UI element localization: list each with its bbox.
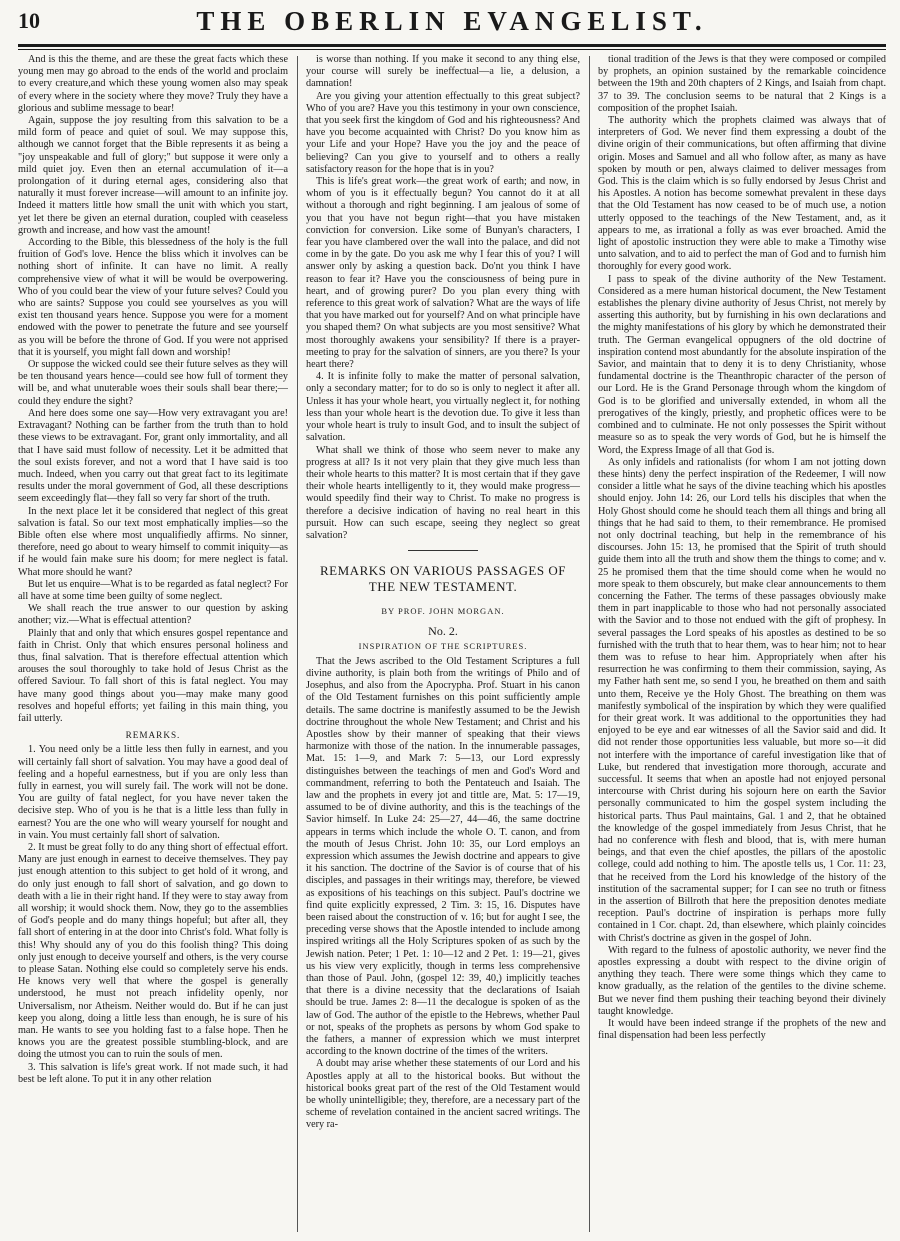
paragraph: is worse than nothing. If you make it second to any thing else, your course will surely be ineffectual—a lie, a delusion, a damnation! <box>306 54 580 90</box>
paragraph: In the next place let it be considered that neglect of this great salvation is fatal. So our text most emphatically implies—so the Bible often else where most unqualifiedly affirms. No sinner, therefore, need go about to weary himself to commit iniquity—as if he would fain make sure his doom; for mere neglect is fatal. What more should he want? <box>18 505 288 578</box>
paragraph: Again, suppose the joy resulting from this salvation to be a mild form of peace and quiet of soul. We may suppose this, although we cannot forget that the Bible represents it as being a "joy unspeakable and full of glory;" but suppose it were only a mild quiet joy. Even then an eternal accumulation of it—a prolongation of it during eternal ages, considering also that naturally it must forever increase—will amount to an infinite joy. Indeed it matters little how small the unit with which you start, yet let there be given an eternal duration, coupled with ceaseless growth and increase, and how vast the amount! <box>18 115 288 236</box>
paragraph: What shall we think of those who seem never to make any progress at all? Is it not very plain that they give much less than their whole hearts to this matter? It is most certain that if they gave their whole hearts intelligently to it, they would make progress—would speedily find their way to Christ. To make no progress is therefore a decisive indication of having no real heart in this pursuit. How can such escape, seeing they neglect so great salvation? <box>306 444 580 541</box>
paragraph: This is life's great work—the great work of earth; and now, in whom of you is it effectually begun? You cannot do it at all without a thorough and right beginning. I am jealous of some of you that you have not begun right—that you have mistaken conviction for conversion. Like some of Bunyan's characters, I fear you have clambered over the wall into the palace, and did not come in by the gate. Do you ask me why I fear this of you? I will answer only by asking a question back. Do'nt you think I have reason to fear it? Have you the consciousness of being pure in heart, and of growing purer? Do you plan every thing with reference to this great work of salvation? What are the ways of life that you have marked out for yourself? And on what principle have you shaped them? On what subjects are you most sensitive? What most thoroughly awakens your sensibility? If there is a prayer-meeting to pray for the salvation of sinners, are you there? Is your heart there? <box>306 176 580 371</box>
paragraph: The authority which the prophets claimed was always that of interpreters of God. We never find them expressing a doubt of the divine origin of their communications, but often affirming that divine origin. Moses and Samuel and all who follow after, as many as have spoken by mouth or pen, always claimed to deliver messages from God. This is the claim which is so fully endorsed by Jesus Christ and his Apostles. A notion has become somewhat prevalent in these days that the Old Testament has now ceased to be of much use, a notion utterly opposed to the teachings of the New Testament, and, as it appears to me, as irrational a folly as was ever broached. Amid the light of apostolic instruction they were able to make a Timothy wise unto salvation, and to aid to perfect the man of God and to furnish him thoroughly for every good work. <box>598 115 886 273</box>
paragraph: 4. It is infinite folly to make the matter of personal salvation, only a secondary matter; for to do so is only to neglect it after all. Unless it has your whole heart, you virtually neglect it, for nothing less than your whole heart is the devotion due. To give it less than your whole heart is truly to insult God, and to insult the subject of salvation. <box>306 371 580 444</box>
column-rule <box>297 56 298 1232</box>
paragraph: And here does some one say—How very extravagant you are! Extravagant? Nothing can be farther from the truth than to hold these views to be extravagant. For, grant only immortality, and all that I have said must follow of necessity. Let it be admitted that the soul exists forever, and not a word that I have said is too much. Indeed, when you carry out that great fact to its legitimate results under the moral government of God, all these descriptions seem exceedingly flat—they fall so very far short of the truth. <box>18 407 288 505</box>
column-rule <box>589 56 590 1232</box>
article-subtitle: INSPIRATION OF THE SCRIPTURES. <box>358 640 528 651</box>
remark-paragraph: 1. You need only be a little less then fully in earnest, and you will certainly fall short of salvation. You may have a good deal of feeling and a hopeful earnestness, but if you are only less than fully in earnest, you will surely fail. The work will not be done. You are guilty of fatal neglect, for you have never taken the decisive step. Who of you is he that is a little less than fully in earnest? You are the one who will weary yourself for nought and in vain. You must certainly fall short of salvation. <box>18 744 288 841</box>
paragraph: According to the Bible, this blessedness of the holy is the full fruition of God's love. Hence the bliss which it involves can be nothing short of infinite. It can have no limit. A really comprehensive view of what it will be would be overpowering. Who of you could bear the view of your future selves? Could you who are saints? Suppose you could see yourselves as you will exist ten thousand years hence. Suppose you were for a moment endowed with the power to penetrate the future and see yourself as you will be before the throne of God. If you were not apprised that it is yourself, you might fall down and worship! <box>18 237 288 358</box>
article-number: No. 2. <box>428 624 458 639</box>
remark-paragraph: 3. This salvation is life's great work. If not made such, it had best be left alone. To put it in any other relation <box>18 1061 288 1085</box>
article-byline: BY PROF. JOHN MORGAN. <box>381 606 505 617</box>
masthead <box>18 4 886 42</box>
page-number: 10 <box>18 8 40 33</box>
paragraph: It would have been indeed strange if the prophets of the new and final dispensation had been less perfectly <box>598 1018 886 1042</box>
column-1 <box>18 54 288 1234</box>
masthead-rule-thick <box>18 44 886 47</box>
paragraph: But let us enquire—What is to be regarded as fatal neglect? For all have at some time been guilty of some neglect. <box>18 578 288 602</box>
paragraph: tional tradition of the Jews is that they were composed or compiled by prophets, an opinion sustained by the remarkable coincidence between the 19th and 20th chapters of 2 Kings, and Isaiah from chapt. 37 to 39. The conclusion seems to be natural that 2 Kings is a composition of the prophet Isaiah. <box>598 54 886 114</box>
paragraph: With regard to the fulness of apostolic authority, we never find the apostles expressing a doubt with respect to the divine origin of anything they teach. There were some things which they came to know gradually, as the relation of the gentiles to the divine scheme. But we never find them pushing their teaching beyond their divinely taught knowledge. <box>598 944 886 1017</box>
remarks-heading: REMARKS. <box>125 730 181 741</box>
paragraph: Plainly that and only that which ensures gospel repentance and faith in Christ. Only that which ensures personal holiness and thus, final salvation. That is therefore effectual attention which arouses the soul thoroughly to take hold of Jesus Christ as the offered Saviour. To fall short of this is fatal neglect. You may have many good things about you—may make many good resolves and hopeful efforts; yet failing in this main thing, you fail utterly. <box>18 627 288 724</box>
column-3 <box>598 54 886 1234</box>
remark-paragraph: 2. It must be great folly to do any thing short of effectual effort. Many are just enough in earnest to deceive themselves. They pay just enough attention to this subject to get hold of it wrong, and do only just enough to fall short of salvation, and go down to death with a lie in their right hand. If they were to stay away from all worship; it would shock them. Now, they go to the assemblies of God's people and do many things hopeful; but after all, they fall short of entering in at the door into Christ's fold. What folly is this! Why should any of you do this foolish thing? This doing only just enough to deceive yourself and others, is the very course to please Satan. Nothing else could so completely serve his ends. He knows very well that where the gospel is generally understood, he must not preach infidelity openly, nor Universalism, nor Atheism. Neither would do. But if he can just keep you along, doing a little less than enough, he is sure of his man. He wants to see you holding fast to a false hope. Then he knows you are the greatest possible stumbling-block, and are doing the utmost you can to ruin the souls of men. <box>18 842 288 1061</box>
paragraph: Are you giving your attention effectually to this great subject? Who of you are? Have you this testimony in your own conscience, that you seek first the kingdom of God and his righteousness? And have you become acquainted with Christ? Do you know him as your Life and your Hope? Have you the joy and the peace of believing? Can you give to yourself and to others a really satisfactory reason for the hope that is in you? <box>306 90 580 175</box>
paper-title: THE OBERLIN EVANGELIST. <box>196 6 708 36</box>
paragraph: As only infidels and rationalists (for whom I am not jotting down these hints) deny the perfect inspiration of the Redeemer, I will now consider a little what he says of the divine teaching which his apostles should enjoy. John 14: 26, our Lord tells his disciples that when the Holy Ghost should come he should teach them all things and bring all things that he had said to them, to their remembrance. He promised not only doctrinal teaching, but help in the remembrance of his discourses. John 15: 13, he promised that the Spirit of truth should guide them into all the truth and show them the things to come; and v. 25 he promised them that the time should come when he would no more speak to them obscurely, but make clear announcements to them concerning the Father. The terms of these passages obviously make them in part inapplicable to those who had not personally associated with the Savior and to those not endued with the gift of prophesy. In several passages the Lord speaks of his apostles as destined to be so furnished with the truth that to hear them, was to hear him; not to hear them was to refuse to hear him. Appropriately when after his resurrection he was confirming to them their commission, saying, As my Father hath sent me, so send I you, he breathed on them and saith unto them, Receive ye the Holy Ghost. The breathing on them was manifestly symbolical of the inspiration by which they were qualified for their great work. It was additional to the opportunities they had enjoyed to be eye and ear witnesses of all the Savior said and did. It did not render those opportunities less valuable, but more so—it did not interfere with the importance of careful investigation like that of Luke, but rendered that investigation more thorough, accurate and successful. It seems that when an apostle had not enjoyed personal intercourse with Christ during his sojourn here on earth the Savior personally communicated to him the gospel system including the historical parts. Thus Paul maintains, Gal. 1 and 2, that he obtained the knowledge of the gospel immediately from Jesus Christ, that he had no conference with flesh and blood, that is, with mere human beings, and that even the chief apostles, the pillars of the apostolic college, could add nothing to him. The apostle tells us, 1 Cor. 11: 23, that he received from the Lord his knowledge of the history of the institution of the sacramental supper; for I can see no truth or fitness in the assertion of Billroth that here the preposition denotes mediate reception. Paul's doctrine of inspiration is perhaps more fully contained in 1 Cor. chapt. 2d, than elsewhere, which plainly coincides with Christ's doctrine as given in the gospel of John. <box>598 456 886 944</box>
masthead-rule-thin <box>18 49 886 50</box>
article-title: REMARKS ON VARIOUS PASSAGES OF THE NEW TESTAMENT. <box>320 563 566 595</box>
article-paragraph: A doubt may arise whether these statements of our Lord and his Apostles apply at all to the historical books. But without the historical books great part of the rest of the Old Testament would be wholly unintelligible; they, therefore, are a necessary part of the scheme of revelation contained in the ancient sacred writings. The very ra- <box>306 1058 580 1131</box>
paragraph: Or suppose the wicked could see their future selves as they will be ten thousand years hence—could see how full of torment they will be, and what unuterable woes their souls shall bear there;—could they endure the sight? <box>18 359 288 407</box>
paragraph: We shall reach the true answer to our question by asking another; viz.—What is effectual attention? <box>18 603 288 627</box>
paragraph: I pass to speak of the divine authority of the New Testament. Considered as a mere human historical document, the New Testament establishes the plenary divine authority of Jesus Christ, not merely by asserting this authority, but by furnishing in his own declarations and the mighty manifestations of his glory by which he demonstrated their truth. The German evangelical oppugners of the old doctrine of inspiration contend most abundantly for the absolute inspiration of the Savior, and maintain that to deny it is to deny Christianity, whose fundamental doctrine is the Theanthropic character of the person of our Lord. He is the Grand Personage through whom the kingdom of God is to be glorified and universally extended, in whom all the prerogatives of the kingly, priestly, and prophetic offices were to be combined and to culminate. He not only possesses the Spirit without measure so as to speak the very words of God, but he is himself the Word, the Express Image of all that God is. <box>598 273 886 456</box>
column-2 <box>306 54 580 1234</box>
paragraph: And is this the theme, and are these the great facts which these young men may go abroad to the ends of the world and proclaim to every creature,and which these young women also may speak of every where in the society where they move? Truly they have a glorious and sublime message to bear! <box>18 54 288 114</box>
article-paragraph: That the Jews ascribed to the Old Testament Scriptures a full divine authority, is plain both from the writings of Philo and of Josephus, and also from the Apocrypha. Prof. Stuart in his canon of the Old Testament furnishes on this point sufficiently ample details. The same doctrine is manifestly assumed to be the Jewish doctrine throughout the whole New Testament; and Christ and his Apostles show by their manner of speaking that their views harmonize with those of the nation. In the innumerable passages, Mat. 15: 1—9, and Mark 7: 5—13, our Lord expressly distinguishes between the teachings of men and God's Word and commandment, referring to both the Pentateuch and Isaiah. The law and the prophets in every jot and tittle are, Mat. 5: 17—19, assumed to be of divine authority, and this is the teachings of the Savior himself. In Luke 24: 25—27, 44—46, the same doctrine appears in terms which include the whole O. T. canon, and from the mouth of Jesus Christ. John 10: 35, our Lord employs an expression which assumes the Jewish doctrine and appears to give it his sanction. The doctrine of the Savior is of course that of his disciples, and passages in their writings may, therefore, be viewed as expositions of his teachings on this subject. Paul's doctrine we find quite explicitly expressed, 2 Tim. 3: 15, 16. Disputes have been raised about the construction of v. 16; but for aught I see, the preceding verse shows that the Apostle intended to include among inspired writings all the Holy Scriptures spoken of as such by the Jewish nation. Peter; 1 Pet. 1: 10—12 and 2 Pet. 1: 19—21, gives us his view very explicitly, though in terms less comprehensive than those of Paul. John, (gospel 12: 39, 40,) implicitly teaches that there is a divine necessity that the declarations of Isaiah should be true. James 2: 8—11 the decalogue is spoken of as the law of God. The author of the epistle to the Hebrews, whether Paul or not, speaks of the prophets as persons by whom God spake to the fathers, a manner of expression which we must interpret according to the known doctrine of the times of the writers. <box>306 655 580 1058</box>
section-divider <box>408 550 478 551</box>
